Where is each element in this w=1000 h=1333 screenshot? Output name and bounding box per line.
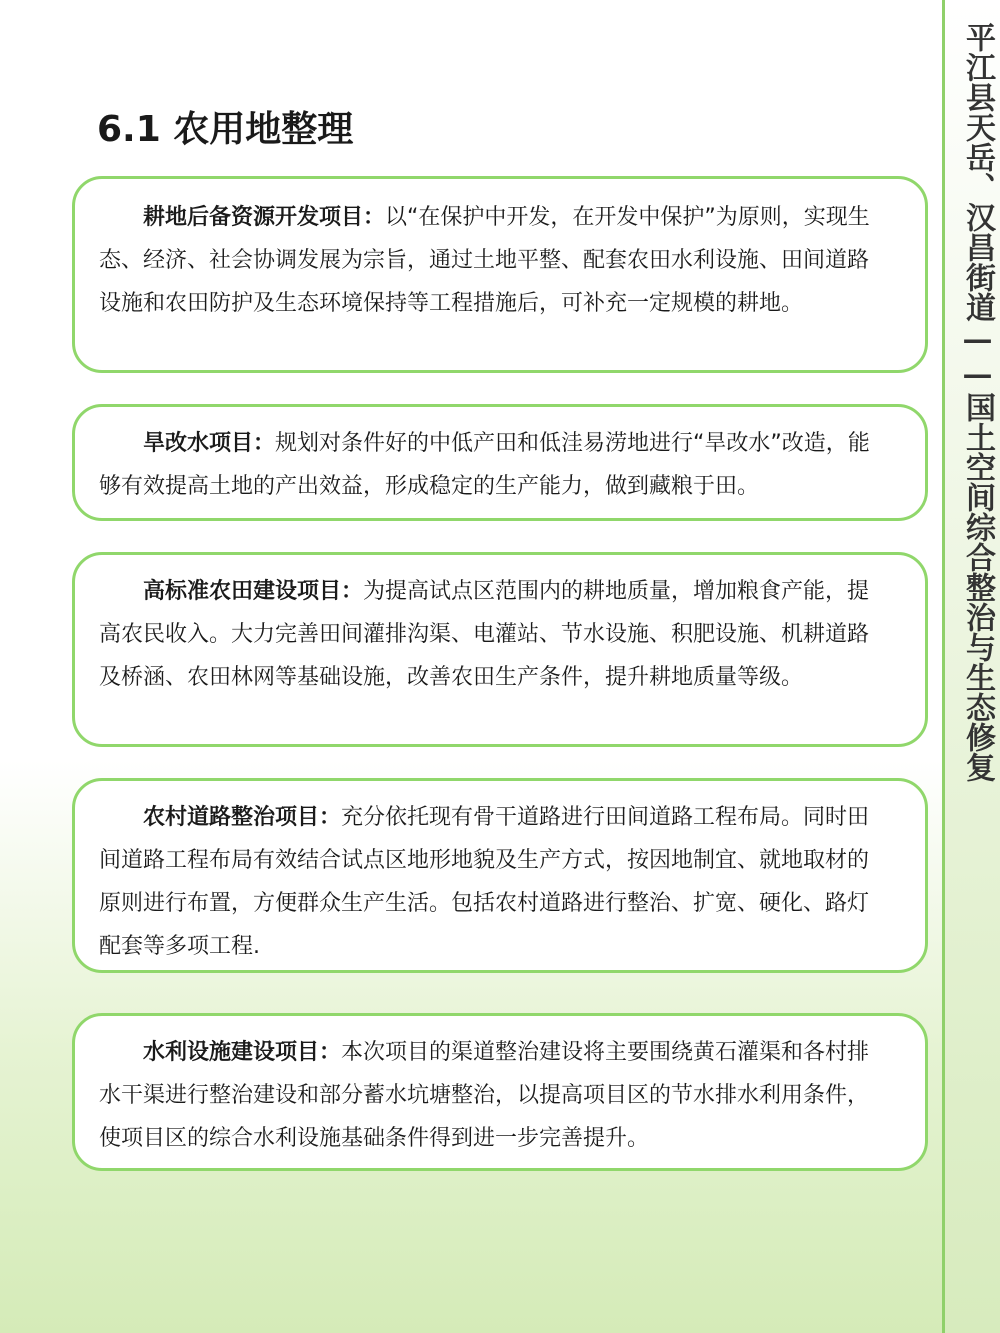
project-card-description: 以“在保护中开发，在开发中保护”为原则，实现生态、经济、社会协调发展为宗旨，通过土地平整、配套农田水利设施、田间道路设施和农田防护及生态环境保持等工程措施后，可补充一定规模的耕地。 [99,205,870,316]
project-card-text [99,1031,889,1160]
section-title: 6.1 农用地整理 [97,109,354,150]
project-card-label: 水利设施建设项目： [143,1040,342,1065]
project-card-description: 本次项目的渠道整治建设将主要围绕黄石灌渠和各村排水干渠进行整治建设和部分蓄水坑塘整治，以提高项目区的节水排水利用条件，使项目区的综合水利设施基础条件得到进一步完善提升。 [99,1040,870,1151]
project-card-high-standard-farmland [72,552,928,747]
project-card-text [99,196,889,325]
project-card-water-conservancy [72,1013,928,1171]
project-card-farmland-reserve [72,176,928,373]
side-banner [942,0,1000,1333]
project-card-description: 充分依托现有骨干道路进行田间道路工程布局。同时田间道路工程布局有效结合试点区地形地貌及生产方式，按因地制宜、就地取材的原则进行布置，方便群众生产生活。包括农村道路进行整治、扩宽、硬化、路灯配套等多项工程. [99,805,870,959]
project-card-description: 为提高试点区范围内的耕地质量，增加粮食产能，提高农民收入。大力完善田间灌排沟渠、电灌站、节水设施、积肥设施、机耕道路及桥涵、农田林网等基础设施，改善农田生产条件，提升耕地质量等级。 [99,579,870,690]
project-card-label: 高标准农田建设项目： [143,579,364,604]
project-card-text [99,422,889,508]
project-card-label: 农村道路整治项目： [143,805,342,830]
project-card-dry-to-paddy [72,404,928,521]
project-card-description: 规划对条件好的中低产田和低洼易涝地进行“旱改水”改造，能够有效提高土地的产出效益，形成稳定的生产能力，做到藏粮于田。 [99,431,870,499]
project-card-rural-roads [72,778,928,973]
project-card-label: 耕地后备资源开发项目： [143,205,386,230]
project-card-text [99,570,889,699]
side-banner-title: 平江县天岳、汉昌街道——国土空间综合整治与生态修复 [960,22,995,782]
project-card-label: 旱改水项目： [143,431,276,456]
project-card-text [99,796,889,968]
